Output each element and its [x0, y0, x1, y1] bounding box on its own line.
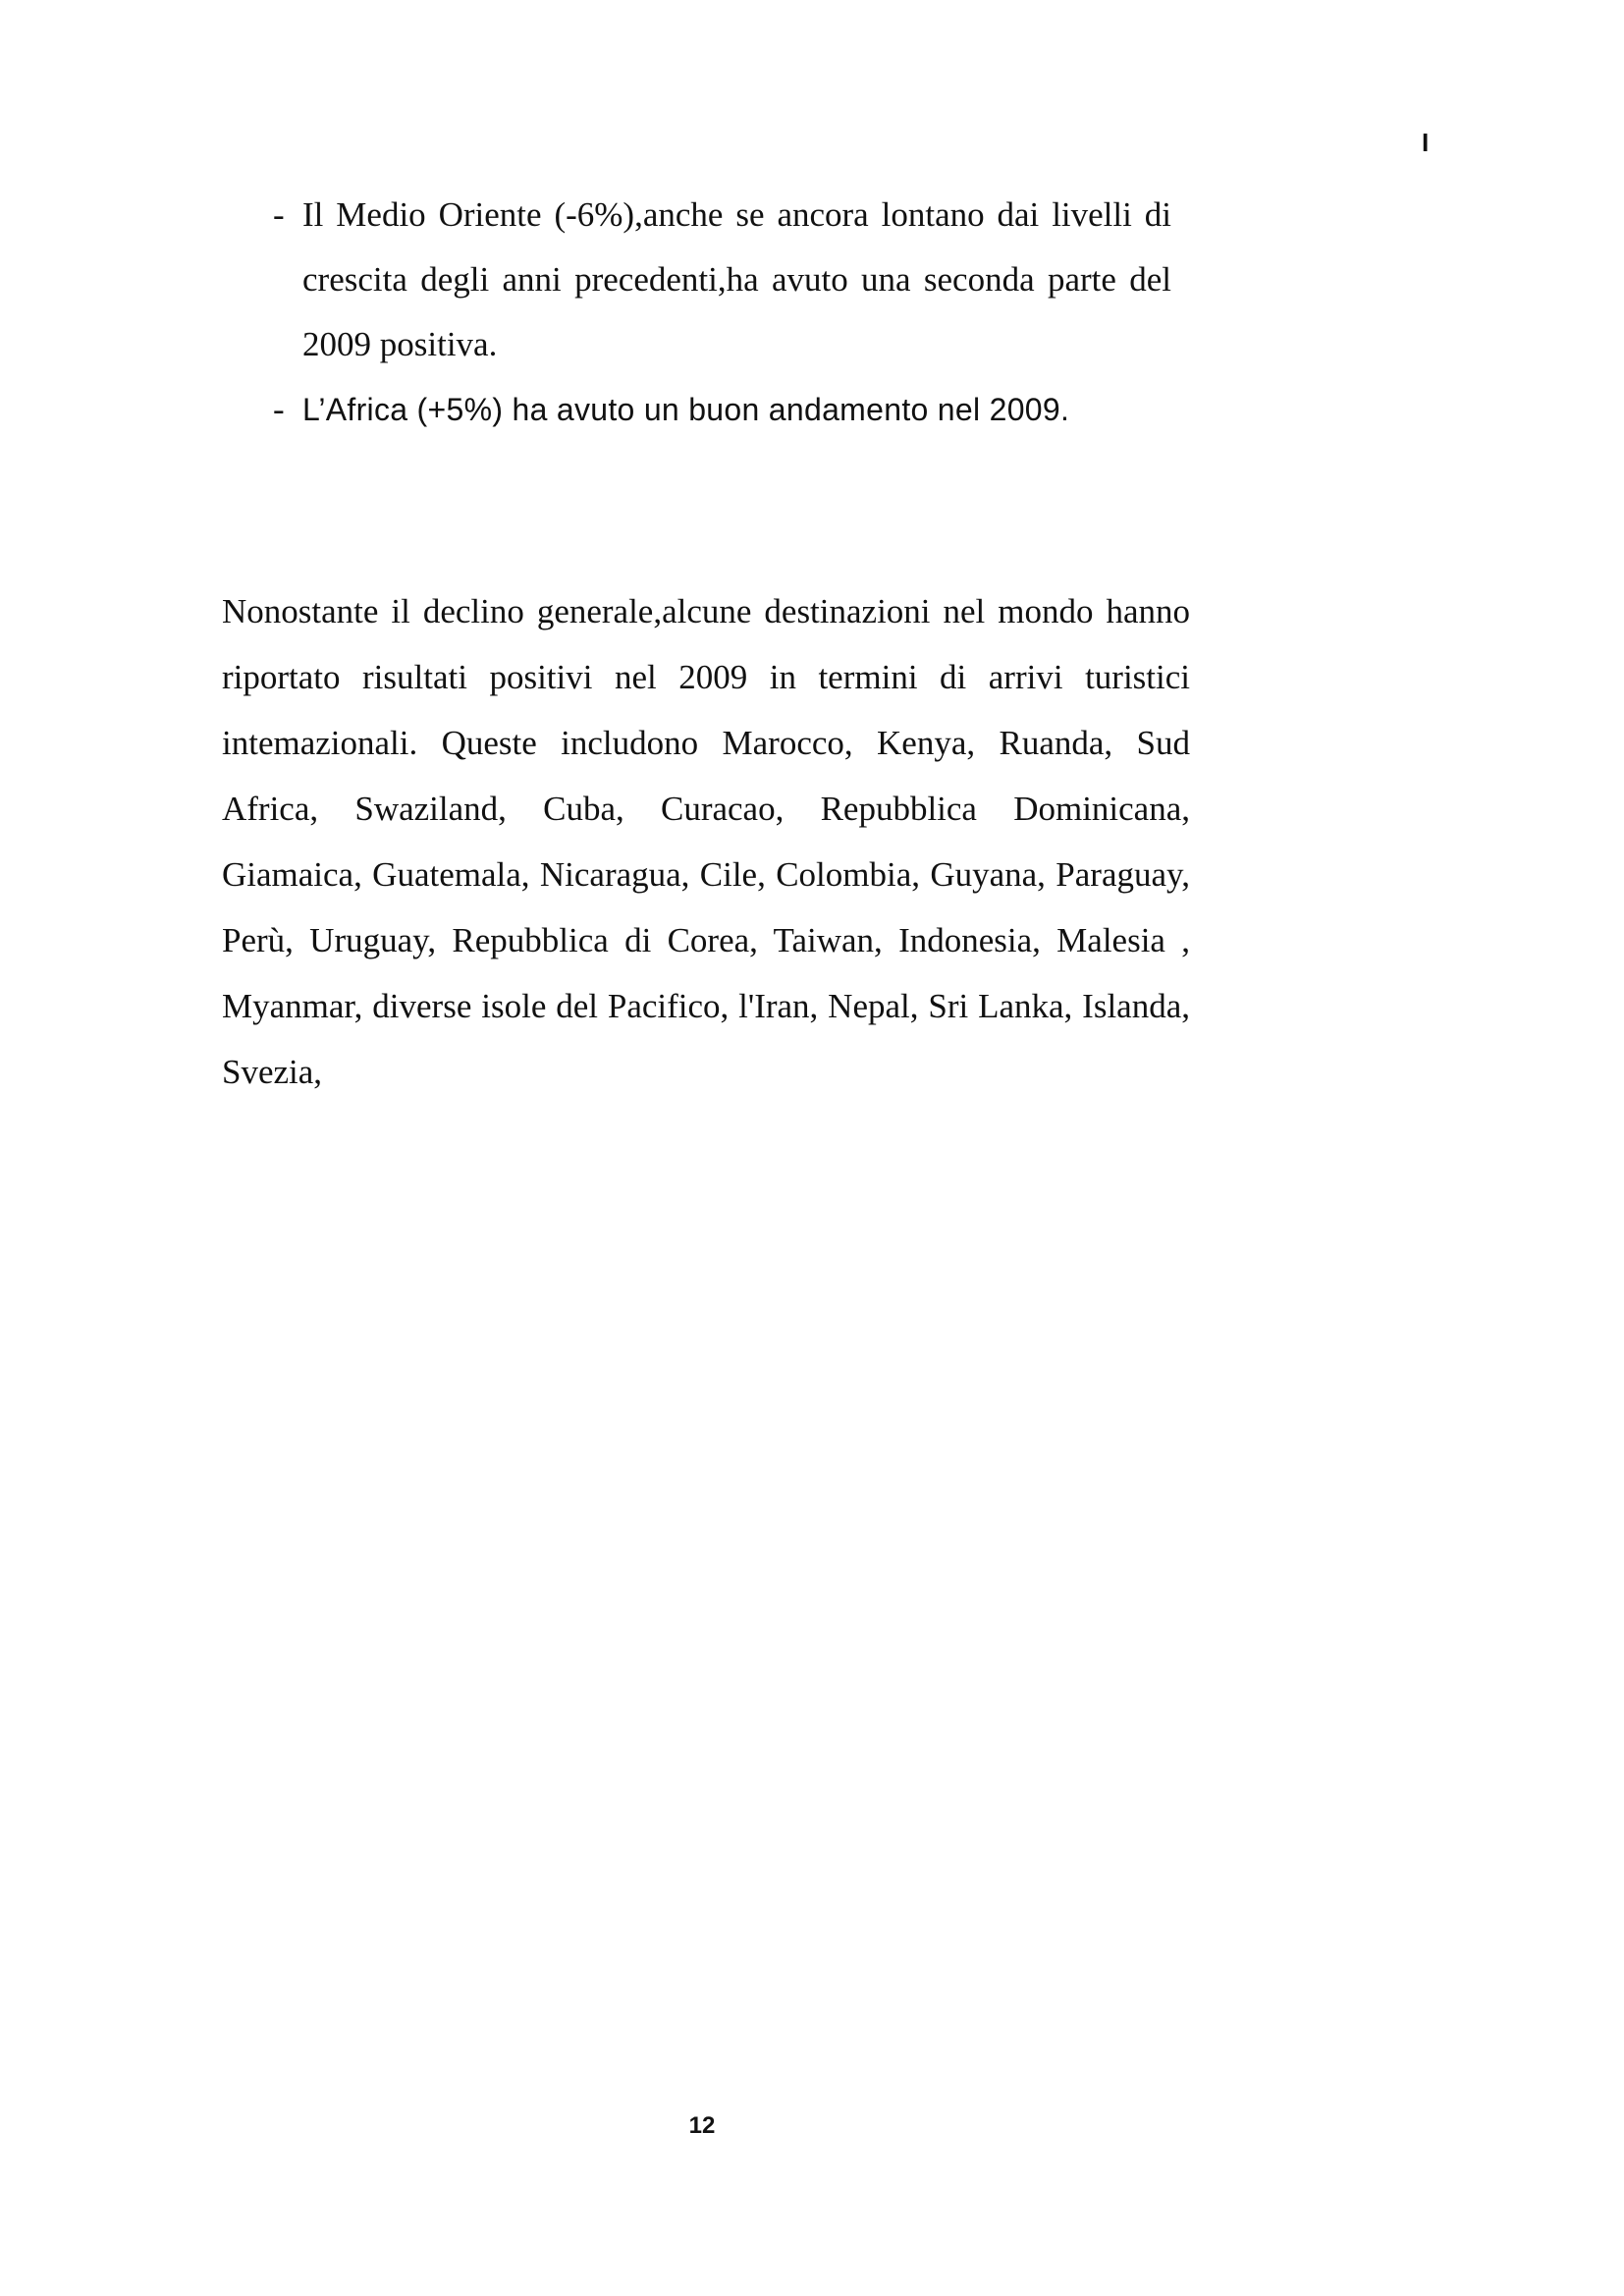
bullet-item-middle-east: [224, 183, 1206, 377]
bullet-item-africa: [224, 377, 1206, 442]
bullet-marker: -: [273, 390, 285, 428]
page-number: 12: [688, 2112, 716, 2139]
body-paragraph: Nonostante il declino generale,alcune destinazioni nel mondo hanno riportato risultati positivi nel 2009 in termini di arrivi turistici intemazionali. Queste includono Marocco, Kenya, Ruanda, Sud Africa, Swaziland, Cuba, Curacao, Repubblica Dominicana, Giamaica, Guatemala, Nicaragua, Cile, Colombia, Guyana, Paraguay, Perù, Uruguay, Repubblica di Corea, Taiwan, Indonesia, Malesia , Myanmar, diverse isole del Pacifico, l'Iran, Nepal, Sri Lanka, Islanda, Svezia,: [222, 592, 1190, 1091]
bullet-text-middle-east: Il Medio Oriente (-6%),anche se ancora lontano dai livelli di crescita degli anni precedenti,ha avuto una seconda parte del 2009 positiva.: [302, 195, 1171, 363]
bullet-marker: -: [273, 195, 285, 234]
bullet-list: [224, 183, 1206, 442]
bullet-text-africa: L’Africa (+5%) ha avuto un buon andamento nel 2009.: [302, 392, 1070, 427]
corner-mark: I: [1422, 128, 1430, 157]
